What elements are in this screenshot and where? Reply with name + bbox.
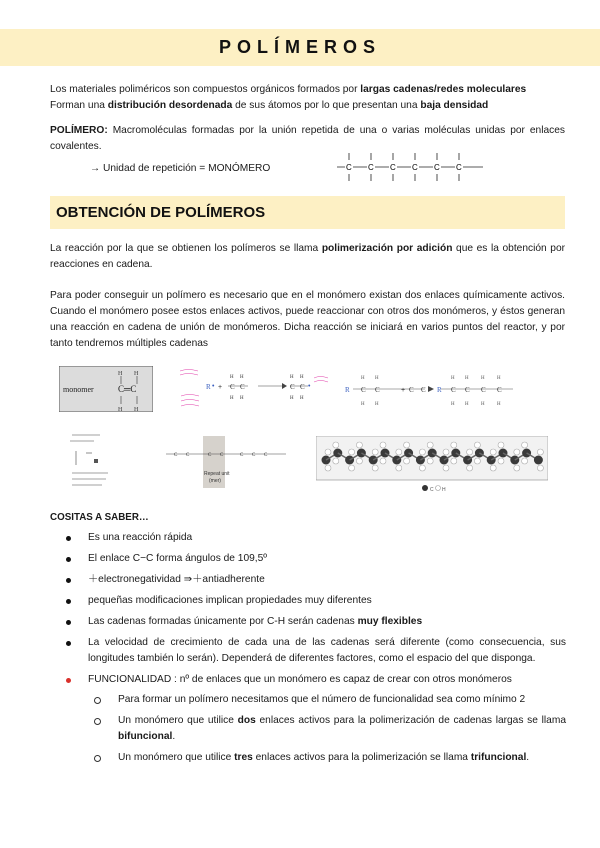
p1-text: que es la obtención por reacciones en cadena. bbox=[50, 243, 566, 270]
propagation-figure bbox=[345, 372, 517, 412]
carbon-ball bbox=[416, 456, 425, 465]
svg-text:C: C bbox=[497, 386, 502, 394]
definition-text: Macromoléculas formadas por la unión repetida de una o varias moléculas unidas por enlaces covalentes. bbox=[50, 125, 565, 152]
hydrogen-ball bbox=[356, 442, 362, 448]
svg-text:C: C bbox=[240, 383, 245, 391]
legend-hydrogen-dot bbox=[436, 486, 441, 491]
sub-list-item: Un monómero que utilice dos enlaces activos para la polimerización de cadenas largas se llama bifuncional. bbox=[96, 713, 566, 745]
repeat-unit-figure bbox=[164, 436, 288, 488]
page-title: POLÍMEROS bbox=[218, 37, 381, 57]
svg-text:C: C bbox=[186, 453, 190, 458]
h-atom: H bbox=[118, 407, 123, 412]
carbon-ball bbox=[357, 449, 366, 458]
cositas-heading: COSITAS A SABER… bbox=[50, 512, 149, 523]
svg-text:C: C bbox=[208, 453, 212, 458]
chain-carbon: C bbox=[346, 163, 352, 172]
section-title: OBTENCIÓN DE POLÍMEROS bbox=[56, 204, 266, 221]
figure-caption: (mer) bbox=[209, 478, 221, 484]
intro-text: Los materiales poliméricos son compuestos orgánicos formados por bbox=[50, 84, 361, 95]
hydrogen-ball bbox=[537, 465, 543, 471]
svg-text:H: H bbox=[451, 376, 455, 381]
carbon-ball bbox=[451, 449, 460, 458]
chain-carbon: C bbox=[412, 163, 418, 172]
carbon-chain-diagram bbox=[335, 150, 485, 184]
chain-carbon: C bbox=[390, 163, 396, 172]
svg-text:H: H bbox=[230, 396, 234, 401]
svg-text:+: + bbox=[401, 387, 406, 394]
svg-text:C: C bbox=[361, 386, 366, 394]
svg-text:C: C bbox=[481, 386, 486, 394]
svg-text:C: C bbox=[264, 453, 268, 458]
initiation-reaction-figure bbox=[178, 366, 333, 414]
hydrogen-ball bbox=[443, 449, 449, 455]
hydrogen-ball bbox=[451, 442, 457, 448]
legend-hydrogen-label: H bbox=[442, 487, 446, 493]
hydrogen-ball bbox=[474, 458, 480, 464]
hydrogen-ball bbox=[498, 442, 504, 448]
svg-text:H: H bbox=[290, 396, 294, 401]
svg-text:C: C bbox=[451, 386, 456, 394]
hydrogen-ball bbox=[419, 449, 425, 455]
svg-text:C: C bbox=[375, 386, 380, 394]
hydrogen-ball bbox=[522, 442, 528, 448]
chain-carbon: C bbox=[456, 163, 462, 172]
svg-text:R: R bbox=[345, 386, 350, 394]
svg-text:H: H bbox=[230, 375, 234, 380]
intro-paragraph bbox=[50, 82, 565, 114]
hydrogen-ball bbox=[537, 449, 543, 455]
hydrogen-ball bbox=[396, 449, 402, 455]
funcionalidad-sublist bbox=[96, 692, 566, 766]
hydrogen-ball bbox=[498, 458, 504, 464]
list-item: La velocidad de crecimiento de cada una de las cadenas será diferente (como consecuencia, sus longitudes también lo serán). Dependerá de diferentes factores, como el espacio del que disponga. bbox=[66, 635, 566, 667]
hydrogen-ball bbox=[514, 465, 520, 471]
hydrogen-ball bbox=[451, 458, 457, 464]
svg-text:C: C bbox=[240, 453, 244, 458]
svg-text:H: H bbox=[465, 376, 469, 381]
hydrogen-ball bbox=[333, 458, 339, 464]
svg-text:H: H bbox=[375, 402, 379, 407]
list-item: ＋electronegatividad ⇛＋antiadherente bbox=[66, 572, 566, 588]
list-item: Es una reacción rápida bbox=[66, 530, 566, 546]
svg-text:H: H bbox=[240, 375, 244, 380]
cositas-list bbox=[66, 530, 566, 771]
carbon-ball bbox=[333, 449, 342, 458]
hydrogen-ball bbox=[333, 442, 339, 448]
title-banner bbox=[0, 29, 600, 66]
list-item-funcionalidad: FUNCIONALIDAD : nº de enlaces que un monómero es capaz de crear con otros monómeros Para formar un polímero necesitamos que el número de funcionalidad sea como mínimo 2 Un monómero que utilice dos enlaces activos para la polimerización de cadenas largas se llama bifuncional. Un monómero que utilice tres enlaces activos para la polimerización se llama trifuncional. bbox=[66, 672, 566, 766]
hydrogen-ball bbox=[349, 465, 355, 471]
svg-text:H: H bbox=[497, 402, 501, 407]
figure-caption: Repeat unit bbox=[204, 471, 230, 477]
svg-text:H: H bbox=[481, 376, 485, 381]
list-item: El enlace C−C forma ángulos de 109,5º bbox=[66, 551, 566, 567]
sub-list-item: Un monómero que utilice tres enlaces activos para la polimerización se llama trifuncional. bbox=[96, 750, 566, 766]
hydrogen-ball bbox=[427, 442, 433, 448]
monomer-label: monomer bbox=[63, 385, 94, 394]
hydrogen-ball bbox=[372, 465, 378, 471]
polymerization-paragraph bbox=[50, 241, 565, 273]
radical-dot: • bbox=[212, 383, 215, 390]
svg-text:C: C bbox=[290, 383, 295, 391]
hydrogen-ball bbox=[514, 449, 520, 455]
svg-text:H: H bbox=[300, 396, 304, 401]
hydrogen-ball bbox=[490, 449, 496, 455]
legend-carbon-label: C bbox=[430, 487, 434, 493]
list-item: pequeñas modificaciones implican propiedades muy diferentes bbox=[66, 593, 566, 609]
hydrogen-ball bbox=[349, 449, 355, 455]
hydrogen-ball bbox=[356, 458, 362, 464]
svg-text:H: H bbox=[481, 402, 485, 407]
section-header bbox=[50, 196, 565, 229]
p1-text: La reacción por la que se obtienen los polímeros se llama bbox=[50, 243, 322, 254]
notes-scan-figure bbox=[66, 429, 116, 495]
p1-bold: polimerización por adición bbox=[321, 243, 453, 254]
hydrogen-ball bbox=[474, 442, 480, 448]
svg-text:•: • bbox=[308, 383, 311, 390]
svg-text:H: H bbox=[451, 402, 455, 407]
svg-text:H: H bbox=[497, 376, 501, 381]
chain-carbon: C bbox=[434, 163, 440, 172]
svg-text:H: H bbox=[465, 402, 469, 407]
svg-text:C: C bbox=[174, 453, 178, 458]
hydrogen-ball bbox=[325, 465, 331, 471]
svg-text:C: C bbox=[421, 386, 426, 394]
svg-text:H: H bbox=[300, 375, 304, 380]
svg-text:H: H bbox=[361, 402, 365, 407]
repeat-unit-line: → Unidad de repetición = MONÓMERO bbox=[90, 163, 271, 174]
h-atom: H bbox=[134, 407, 139, 412]
hydrogen-ball bbox=[427, 458, 433, 464]
svg-text:H: H bbox=[375, 376, 379, 381]
svg-text:R: R bbox=[437, 386, 442, 394]
radical-r: R bbox=[206, 383, 211, 391]
hydrogen-ball bbox=[372, 449, 378, 455]
carbon-ball bbox=[534, 456, 543, 465]
hydrogen-ball bbox=[396, 465, 402, 471]
intro-text: de sus átomos por lo que presentan una bbox=[232, 100, 421, 111]
hydrogen-ball bbox=[490, 465, 496, 471]
svg-text:H: H bbox=[290, 375, 294, 380]
ball-stick-chain-figure bbox=[316, 436, 548, 496]
hydrogen-ball bbox=[325, 449, 331, 455]
intro-bold: distribución desordenada bbox=[107, 100, 233, 111]
hydrogen-ball bbox=[467, 465, 473, 471]
intro-bold: largas cadenas/redes moleculares bbox=[360, 84, 527, 95]
definition-term: POLÍMERO: bbox=[50, 125, 108, 136]
carbon-ball bbox=[522, 449, 531, 458]
svg-text:C: C bbox=[409, 386, 414, 394]
hydrogen-ball bbox=[380, 442, 386, 448]
monomer-paragraph: Para poder conseguir un polímero es necesario que en el monómero existan dos enlaces químicamente activos. Cuando el monómero posee estos enlaces activos, puede reaccionar con otros dos monómeros, y éstos generan una reacción en cadena de unión de monómeros. Dicha reacción se iniciará en varios puntos del reactor, y por tanto tendremos múltiples cadenas bbox=[50, 290, 565, 349]
svg-text:H: H bbox=[361, 376, 365, 381]
polymer-definition bbox=[50, 123, 565, 155]
monomer-figure bbox=[59, 366, 153, 412]
hydrogen-ball bbox=[522, 458, 528, 464]
carbon-ball bbox=[392, 456, 401, 465]
intro-text: Forman una bbox=[50, 100, 108, 111]
h-atom: H bbox=[118, 371, 123, 377]
chain-carbon: C bbox=[368, 163, 374, 172]
svg-text:C: C bbox=[252, 453, 256, 458]
carbon-ball bbox=[510, 456, 519, 465]
intro-bold: baja densidad bbox=[420, 100, 489, 111]
hydrogen-ball bbox=[443, 465, 449, 471]
list-item: Las cadenas formadas únicamente por C-H serán cadenas muy flexibles bbox=[66, 614, 566, 630]
svg-text:H: H bbox=[240, 396, 244, 401]
h-atom: H bbox=[134, 371, 139, 377]
hydrogen-ball bbox=[419, 465, 425, 471]
hydrogen-ball bbox=[404, 458, 410, 464]
svg-text:C: C bbox=[300, 383, 305, 391]
plus-sign: + bbox=[218, 384, 223, 391]
hydrogen-ball bbox=[380, 458, 386, 464]
legend-carbon-dot bbox=[422, 485, 428, 491]
hydrogen-ball bbox=[467, 449, 473, 455]
svg-text:C: C bbox=[220, 453, 224, 458]
hydrogen-ball bbox=[404, 442, 410, 448]
svg-text:C: C bbox=[465, 386, 470, 394]
double-bond-label: C═C bbox=[118, 384, 137, 394]
sub-list-item: Para formar un polímero necesitamos que el número de funcionalidad sea como mínimo 2 bbox=[96, 692, 566, 708]
svg-text:C: C bbox=[230, 383, 235, 391]
